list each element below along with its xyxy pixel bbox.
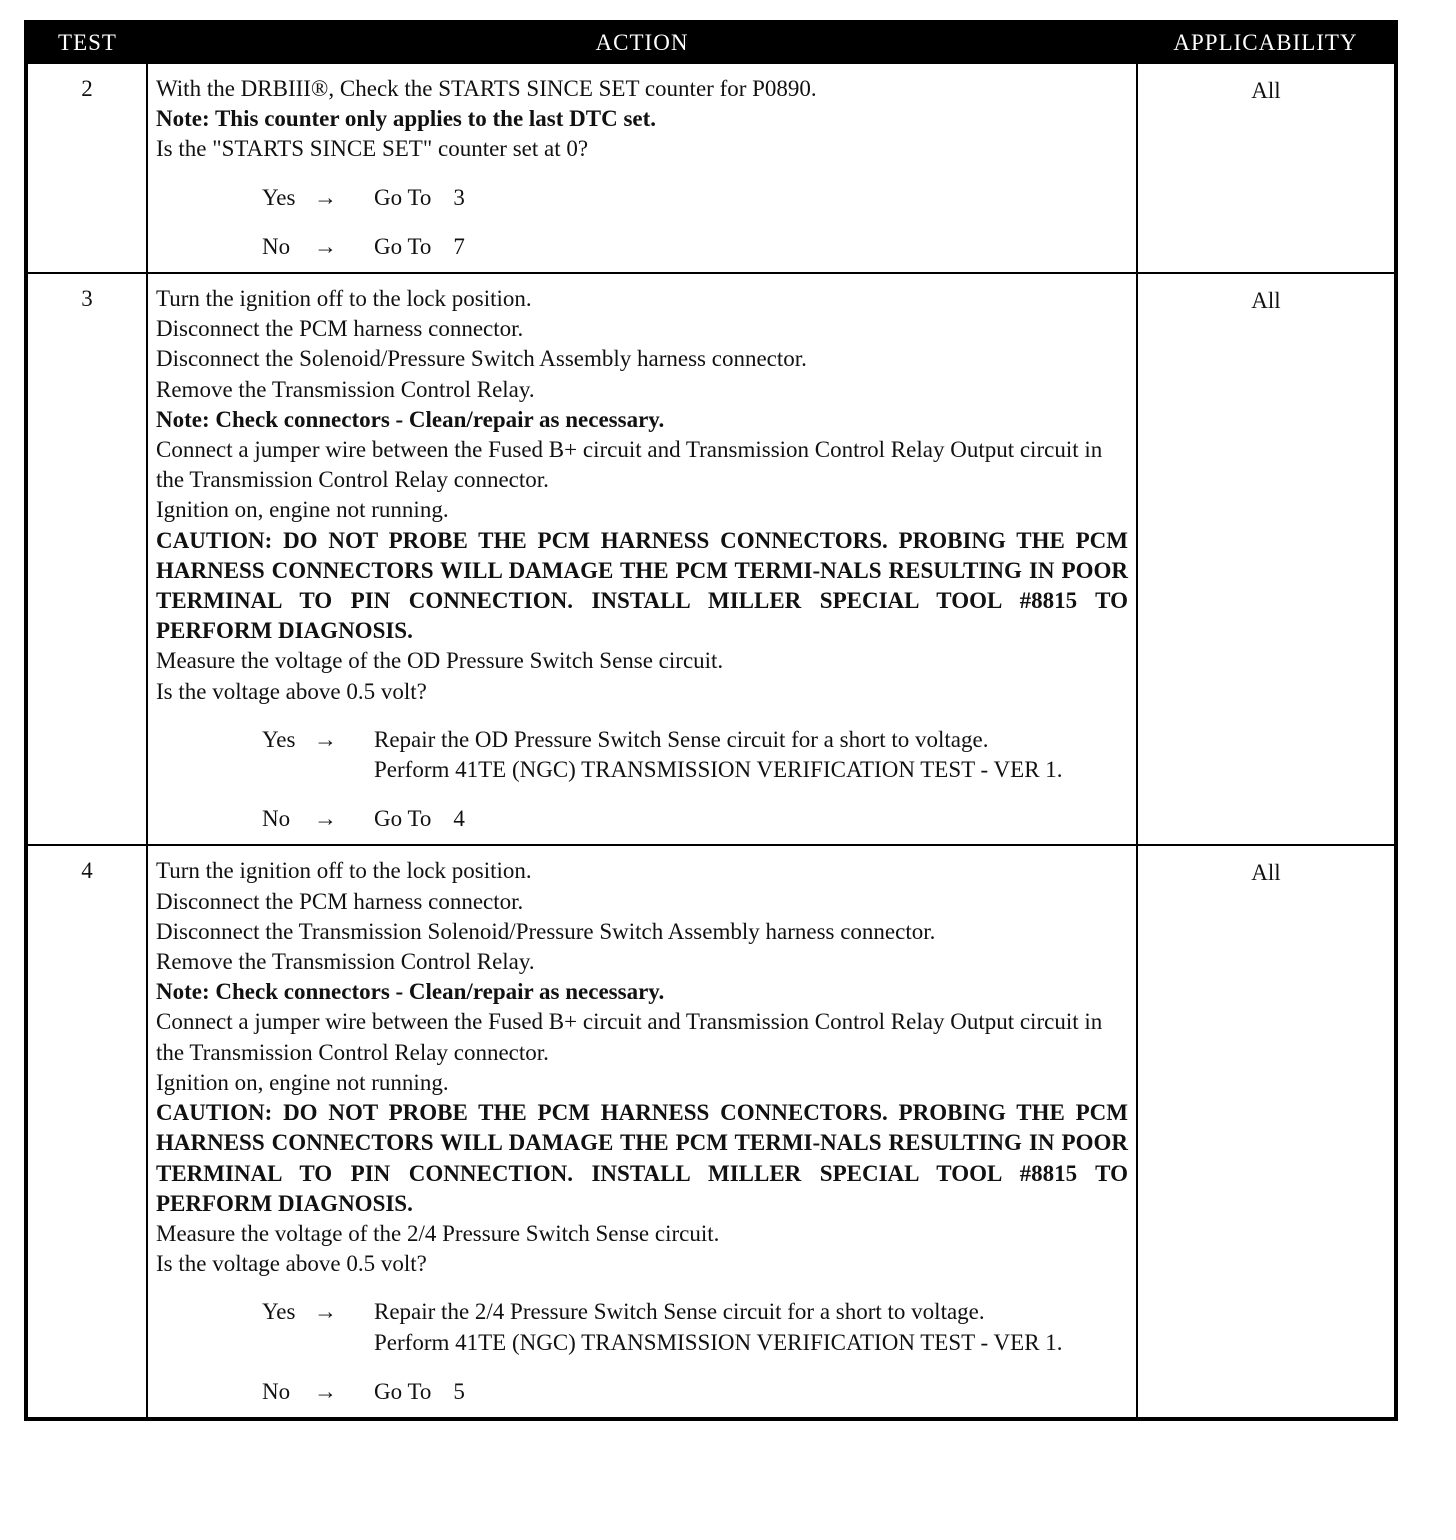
outcome-goto[interactable] <box>374 804 1128 834</box>
header-applicability: APPLICABILITY <box>1137 22 1396 63</box>
test-number: 4 <box>26 845 147 1418</box>
action-line: Ignition on, engine not running. <box>156 1069 449 1095</box>
action-line: Measure the voltage of the 2/4 Pressure Switch Sense circuit. <box>156 1220 720 1246</box>
outcome-yes <box>262 1297 1128 1357</box>
no-label: No <box>262 806 291 832</box>
goto-label: Go To <box>374 184 432 210</box>
diagnostic-table-page <box>24 20 1394 1421</box>
applicability-value: All <box>1137 273 1396 845</box>
right-arrow-icon: → <box>314 806 337 832</box>
goto-label: Go To <box>374 1378 432 1404</box>
caution-text: CAUTION: DO NOT PROBE THE PCM HARNESS CONNECTORS. PROBING THE PCM HARNESS CONNECTORS WILL DAMAGE THE PCM TERMI-NALS RESULTING IN POOR TERMINAL TO PIN CONNECTION. INSTALL MILLER SPECIAL TOOL #8815 TO PERFORM DIAGNOSIS. <box>156 1100 1128 1216</box>
header-test: TEST <box>26 22 147 63</box>
yes-label: Yes <box>262 184 296 210</box>
no-label: No <box>262 233 291 259</box>
repair-instruction: Repair the 2/4 Pressure Switch Sense circuit for a short to voltage. <box>374 1299 985 1325</box>
outcome-yes <box>262 725 1128 785</box>
no-label: No <box>262 1378 291 1404</box>
caution-text: CAUTION: DO NOT PROBE THE PCM HARNESS CONNECTORS. PROBING THE PCM HARNESS CONNECTORS WILL DAMAGE THE PCM TERMI-NALS RESULTING IN POOR TERMINAL TO PIN CONNECTION. INSTALL MILLER SPECIAL TOOL #8815 TO PERFORM DIAGNOSIS. <box>156 527 1128 644</box>
table-row <box>26 845 1396 1418</box>
outcome-yes <box>262 183 1128 213</box>
applicability-value: All <box>1137 63 1396 273</box>
action-line: Turn the ignition off to the lock position. <box>156 286 532 312</box>
action-note: Note: Check connectors - Clean/repair as necessary. <box>156 406 665 432</box>
verification-test-link[interactable]: Perform 41TE (NGC) TRANSMISSION VERIFICATION TEST - VER 1. <box>374 1329 1063 1355</box>
outcome-goto[interactable] <box>374 1377 1128 1407</box>
yes-label: Yes <box>262 726 296 752</box>
action-line: Remove the Transmission Control Relay. <box>156 949 535 975</box>
goto-step: 3 <box>453 184 465 210</box>
action-line: Disconnect the PCM harness connector. <box>156 316 524 342</box>
outcomes <box>156 725 1128 835</box>
goto-label: Go To <box>374 806 432 832</box>
action-question: Is the "STARTS SINCE SET" counter set at 0? <box>156 136 589 162</box>
header-action: ACTION <box>147 22 1137 63</box>
outcome-no <box>262 804 1128 834</box>
outcome-text <box>374 725 1128 785</box>
yes-label: Yes <box>262 1299 296 1325</box>
action-line: With the DRBIII®, Check the STARTS SINCE SET counter for P0890. <box>156 76 817 101</box>
table-row <box>26 63 1396 273</box>
goto-step: 4 <box>453 806 465 832</box>
action-line: Disconnect the PCM harness connector. <box>156 888 524 914</box>
table-header-row <box>26 22 1396 63</box>
action-line: Connect a jumper wire between the Fused B+ circuit and Transmission Control Relay Output circuit in the Transmission Control Relay connector. <box>156 1009 1103 1065</box>
outcome-goto[interactable] <box>374 183 1128 213</box>
test-number: 3 <box>26 273 147 845</box>
repair-instruction: Repair the OD Pressure Switch Sense circuit for a short to voltage. <box>374 726 989 752</box>
verification-test-link[interactable]: Perform 41TE (NGC) TRANSMISSION VERIFICATION TEST - VER 1. <box>374 757 1063 783</box>
right-arrow-icon: → <box>314 726 337 752</box>
action-cell <box>147 63 1137 273</box>
table-row <box>26 273 1396 845</box>
outcome-text <box>374 1297 1128 1357</box>
right-arrow-icon: → <box>314 184 337 210</box>
action-cell <box>147 845 1137 1418</box>
test-number: 2 <box>26 63 147 273</box>
outcome-no <box>262 232 1128 262</box>
action-note: Note: Check connectors - Clean/repair as necessary. <box>156 979 665 1005</box>
applicability-value: All <box>1137 845 1396 1418</box>
outcomes <box>156 1297 1128 1407</box>
action-line: Remove the Transmission Control Relay. <box>156 376 535 402</box>
goto-step: 5 <box>453 1378 465 1404</box>
diagnostic-test-table <box>24 20 1398 1421</box>
action-line: Disconnect the Transmission Solenoid/Pressure Switch Assembly harness connector. <box>156 918 936 944</box>
right-arrow-icon: → <box>314 1378 337 1404</box>
action-line: Ignition on, engine not running. <box>156 497 449 523</box>
action-line: Measure the voltage of the OD Pressure Switch Sense circuit. <box>156 648 724 674</box>
goto-label: Go To <box>374 233 432 259</box>
action-line: Connect a jumper wire between the Fused B+ circuit and Transmission Control Relay Output circuit in the Transmission Control Relay connector. <box>156 437 1103 493</box>
action-note: Note: This counter only applies to the last DTC set. <box>156 106 657 132</box>
action-question: Is the voltage above 0.5 volt? <box>156 678 427 704</box>
right-arrow-icon: → <box>314 233 337 259</box>
goto-step: 7 <box>453 233 465 259</box>
outcome-goto[interactable] <box>374 232 1128 262</box>
outcomes <box>156 183 1128 262</box>
action-question: Is the voltage above 0.5 volt? <box>156 1251 427 1277</box>
right-arrow-icon: → <box>314 1299 337 1325</box>
action-cell <box>147 273 1137 845</box>
outcome-no <box>262 1377 1128 1407</box>
action-line: Disconnect the Solenoid/Pressure Switch Assembly harness connector. <box>156 346 807 372</box>
action-line: Turn the ignition off to the lock position. <box>156 858 532 884</box>
